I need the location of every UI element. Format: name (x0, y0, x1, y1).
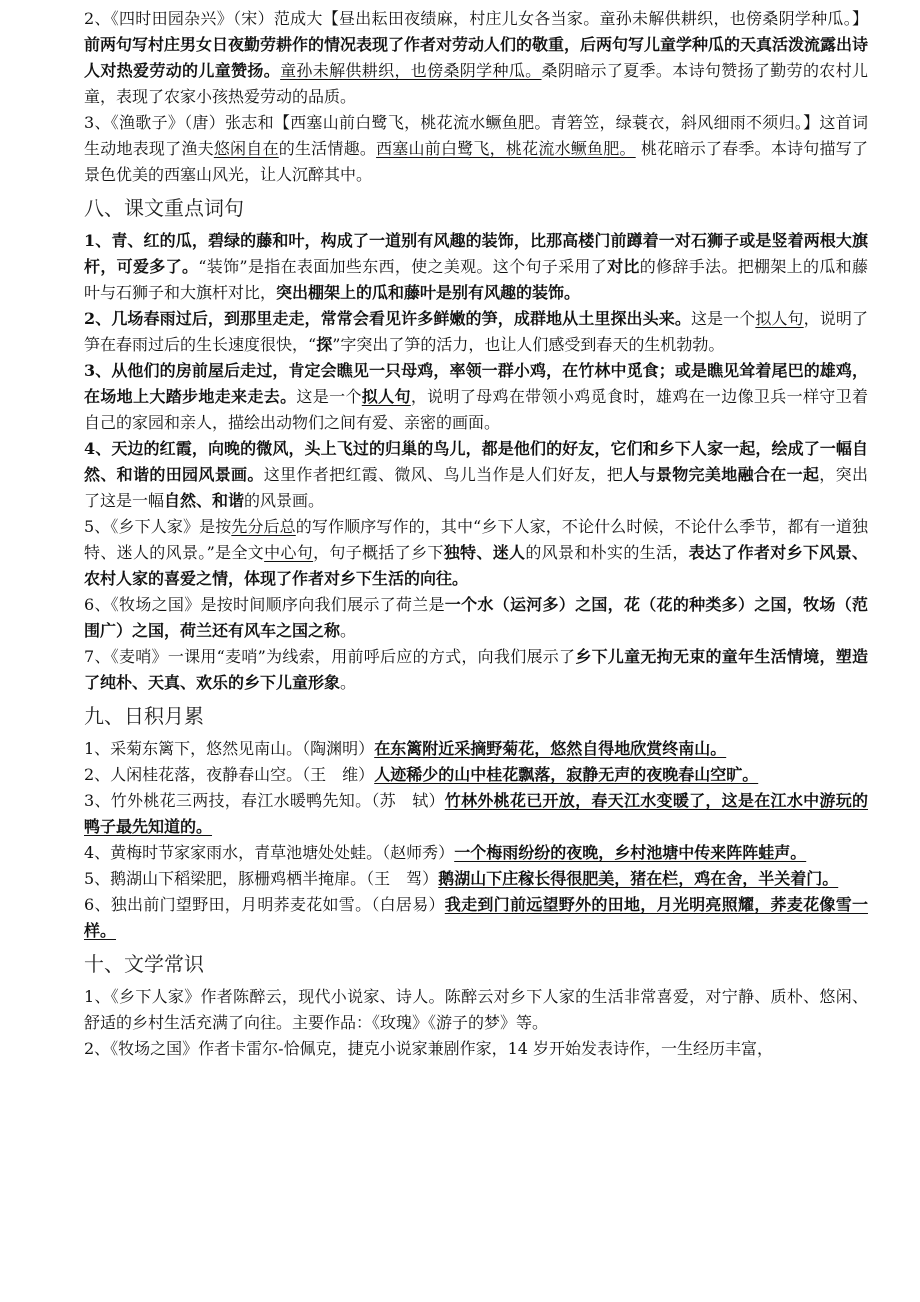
body-text: 的生活情趣。 (278, 139, 377, 158)
literary-knowledge-item (84, 1036, 868, 1062)
key-sentence-item (84, 306, 868, 358)
key-sentence-item (84, 436, 868, 514)
body-text: 的修辞手法。把棚架上的瓜和藤叶与石狮子和大旗杆对比， (84, 257, 868, 302)
emphasis-text: 先分后总 (231, 517, 296, 536)
emphasis-text: 前两句写村庄男女日夜勤劳耕作的情况表现了作者对劳动人们的敬重，后两句写儿童学种瓜的天真活泼流露出诗人对热爱劳动的儿童赞扬。 (84, 35, 869, 80)
emphasis-text: 我走到门前远望野外的田地，月光明亮照耀，荞麦花像雪一样。 (84, 895, 868, 940)
emphasis-text: 鹅湖山下庄稼长得很肥美，猪在栏，鸡在舍，半关着门。 (438, 869, 839, 888)
poem-line-item (84, 762, 868, 788)
poem-line-item (84, 892, 868, 944)
emphasis-text: 4、天边的红霞，向晚的微风，头上飞过的归巢的鸟儿，都是他们的好友，它们和乡下人家一起，绘成了一幅自然、和谐的田园风景画。 (84, 439, 868, 484)
poem-line-item (84, 840, 868, 866)
emphasis-text: 中心句 (264, 543, 314, 562)
emphasis-text: 童孙未解供耕织，也傍桑阴学种瓜。 (280, 61, 542, 80)
emphasis-text: 探 (316, 335, 333, 354)
body-text: 1、采菊东篱下，悠然见南山。（陶渊明） (84, 739, 375, 758)
body-text: 1、《乡下人家》作者陈醉云，现代小说家、诗人。陈醉云对乡下人家的生活非常喜爱，对宁静、质朴、悠闲、舒适的乡村生活充满了向往。主要作品：《玫瑰》《游子的梦》等。 (84, 987, 868, 1032)
poem-note (84, 110, 868, 188)
poem-line-item (84, 788, 868, 840)
body-text: ，说明了母鸡在带领小鸡觅食时，雄鸡在一边像卫兵一样守卫着自己的家园和亲人，描绘出动物们之间有爱、亲密的画面。 (84, 387, 868, 432)
emphasis-text: 人迹稀少的山中桂花飘落，寂静无声的夜晚春山空旷。 (374, 765, 759, 784)
section-title-literary-knowledge: 十、文学常识 (84, 952, 204, 976)
literary-knowledge-item (84, 984, 868, 1036)
emphasis-text: 竹林外桃花已开放，春天江水变暖了，这是在江水中游玩的鸭子最先知道的。 (84, 791, 868, 836)
body-text: 这是一个 (690, 309, 756, 328)
emphasis-text: 3、从他们的房前屋后走过，肯定会瞧见一只母鸡，率领一群小鸡，在竹林中觅食；或是瞧见耸着尾巴的雄鸡，在场地上大踏步地走来走去。 (84, 361, 868, 406)
key-sentence-item (84, 228, 868, 306)
poem-notes (84, 6, 868, 188)
body-text: 6、《牧场之国》是按时间顺序向我们展示了荷兰是 (84, 595, 445, 614)
emphasis-text: 一个梅雨纷纷的夜晚，乡村池塘中传来阵阵蛙声。 (454, 843, 807, 862)
emphasis-text: 1、青、红的瓜，碧绿的藤和叶，构成了一道别有风趣的装饰，比那高楼门前蹲着一对石狮子或是竖着两根大旗杆，可爱多了。 (84, 231, 868, 276)
body-text: 桑阴暗示了夏季。本诗句赞扬了勤劳的农村儿童，表现了农家小孩热爱劳动的品质。 (84, 61, 868, 106)
emphasis-text: 在东篱附近采摘野菊花，悠然自得地欣赏终南山。 (374, 739, 727, 758)
emphasis-text: 西塞山前白鹭飞，桃花流水鳜鱼肥。 (376, 139, 636, 158)
section-title-daily-accumulation: 九、日积月累 (84, 704, 204, 728)
body-text: ，突出了这是一幅 (84, 465, 868, 510)
body-text: 5、鹅湖山下稻梁肥，豚栅鸡栖半掩扉。（王 驾） (84, 869, 439, 888)
key-sentence-item (84, 514, 868, 592)
body-text: 2、《牧场之国》作者卡雷尔-恰佩克，捷克小说家兼剧作家，14 岁开始发表诗作，一生经历丰富， (84, 1039, 774, 1058)
body-text: 2、人闲桂花落，夜静春山空。（王 维） (84, 765, 375, 784)
body-text: 。 (340, 621, 357, 640)
emphasis-text: 独特、迷人 (443, 543, 526, 562)
emphasis-text: 拟人句 (755, 309, 804, 328)
emphasis-text: 悠闲自在 (213, 139, 279, 158)
body-text: 3、《渔歌子》（唐）张志和【西塞山前白鹭飞，桃花流水鳜鱼肥。青箬笠，绿蓑衣，斜风细雨不须归。】这首词生动地表现了渔夫 (84, 113, 868, 158)
body-text: “装饰”是指在表面加些东西，使之美观。这个句子采用了 (198, 257, 608, 276)
key-sentence-item (84, 644, 868, 696)
body-text: 6、独出前门望野田，月明荞麦花如雪。（白居易） (84, 895, 445, 914)
literary-knowledge-list (84, 984, 868, 1062)
key-sentence-item (84, 592, 868, 644)
body-text: 这里作者把红霞、微风、鸟儿当作是人们好友，把 (263, 465, 624, 484)
body-text: 这是一个 (296, 387, 362, 406)
key-sentence-item (84, 358, 868, 436)
emphasis-text: 人与景物完美地融合在一起 (623, 465, 820, 484)
body-text: 。 (340, 673, 357, 692)
body-text: 的风景画。 (244, 491, 325, 510)
body-text: 的写作顺序写作的，其中“乡下人家，不论什么时候，不论什么季节，都有一道独特、迷人的风景。”是全文 (84, 517, 868, 562)
daily-accumulation-list (84, 736, 868, 944)
poem-line-item (84, 866, 868, 892)
body-text: ”字突出了笋的活力，也让人们感受到春天的生机勃勃。 (332, 335, 725, 354)
body-text: 2、《四时田园杂兴》（宋）范成大【昼出耘田夜绩麻，村庄儿女各当家。童孙未解供耕织，也傍桑阴学种瓜。】 (84, 9, 868, 28)
key-sentences-list (84, 228, 868, 696)
body-text: ，句子概括了乡下 (313, 543, 444, 562)
emphasis-text: 拟人句 (361, 387, 411, 406)
emphasis-text: 一个水（运河多）之国，花（花的种类多）之国，牧场（范围广）之国，荷兰还有风车之国之称 (84, 595, 868, 640)
emphasis-text: 对比 (607, 257, 640, 276)
section-title-key-sentences: 八、课文重点词句 (84, 196, 244, 220)
body-text: 的风景和朴实的生活， (525, 543, 689, 562)
body-text: 5、《乡下人家》是按 (84, 517, 232, 536)
emphasis-text: 自然、和谐 (164, 491, 245, 510)
body-text: 4、黄梅时节家家雨水，青草池塘处处蛙。（赵师秀） (84, 843, 455, 862)
emphasis-text: 表达了作者对乡下风景、农村人家的喜爱之情，体现了作者对乡下生活的向往。 (84, 543, 868, 588)
body-text: 7、《麦哨》一课用“麦哨”为线索，用前呼后应的方式，向我们展示了 (84, 647, 576, 666)
poem-line-item (84, 736, 868, 762)
emphasis-text: 乡下儿童无拘无束的童年生活情境，塑造了纯朴、天真、欢乐的乡下儿童形象 (84, 647, 868, 692)
body-text: ，说明了笋在春雨过后的生长速度很快，“ (84, 309, 868, 354)
emphasis-text: 2、几场春雨过后，到那里走走，常常会看见许多鲜嫩的笋，成群地从土里探出头来。 (84, 309, 691, 328)
body-text: 桃花暗示了春季。本诗句描写了景色优美的西塞山风光，让人沉醉其中。 (84, 139, 868, 184)
body-text: 3、竹外桃花三两技，春江水暖鸭先知。（苏 轼） (84, 791, 445, 810)
poem-note (84, 6, 868, 110)
emphasis-text: 突出棚架上的瓜和藤叶是别有风趣的装饰。 (276, 283, 581, 302)
